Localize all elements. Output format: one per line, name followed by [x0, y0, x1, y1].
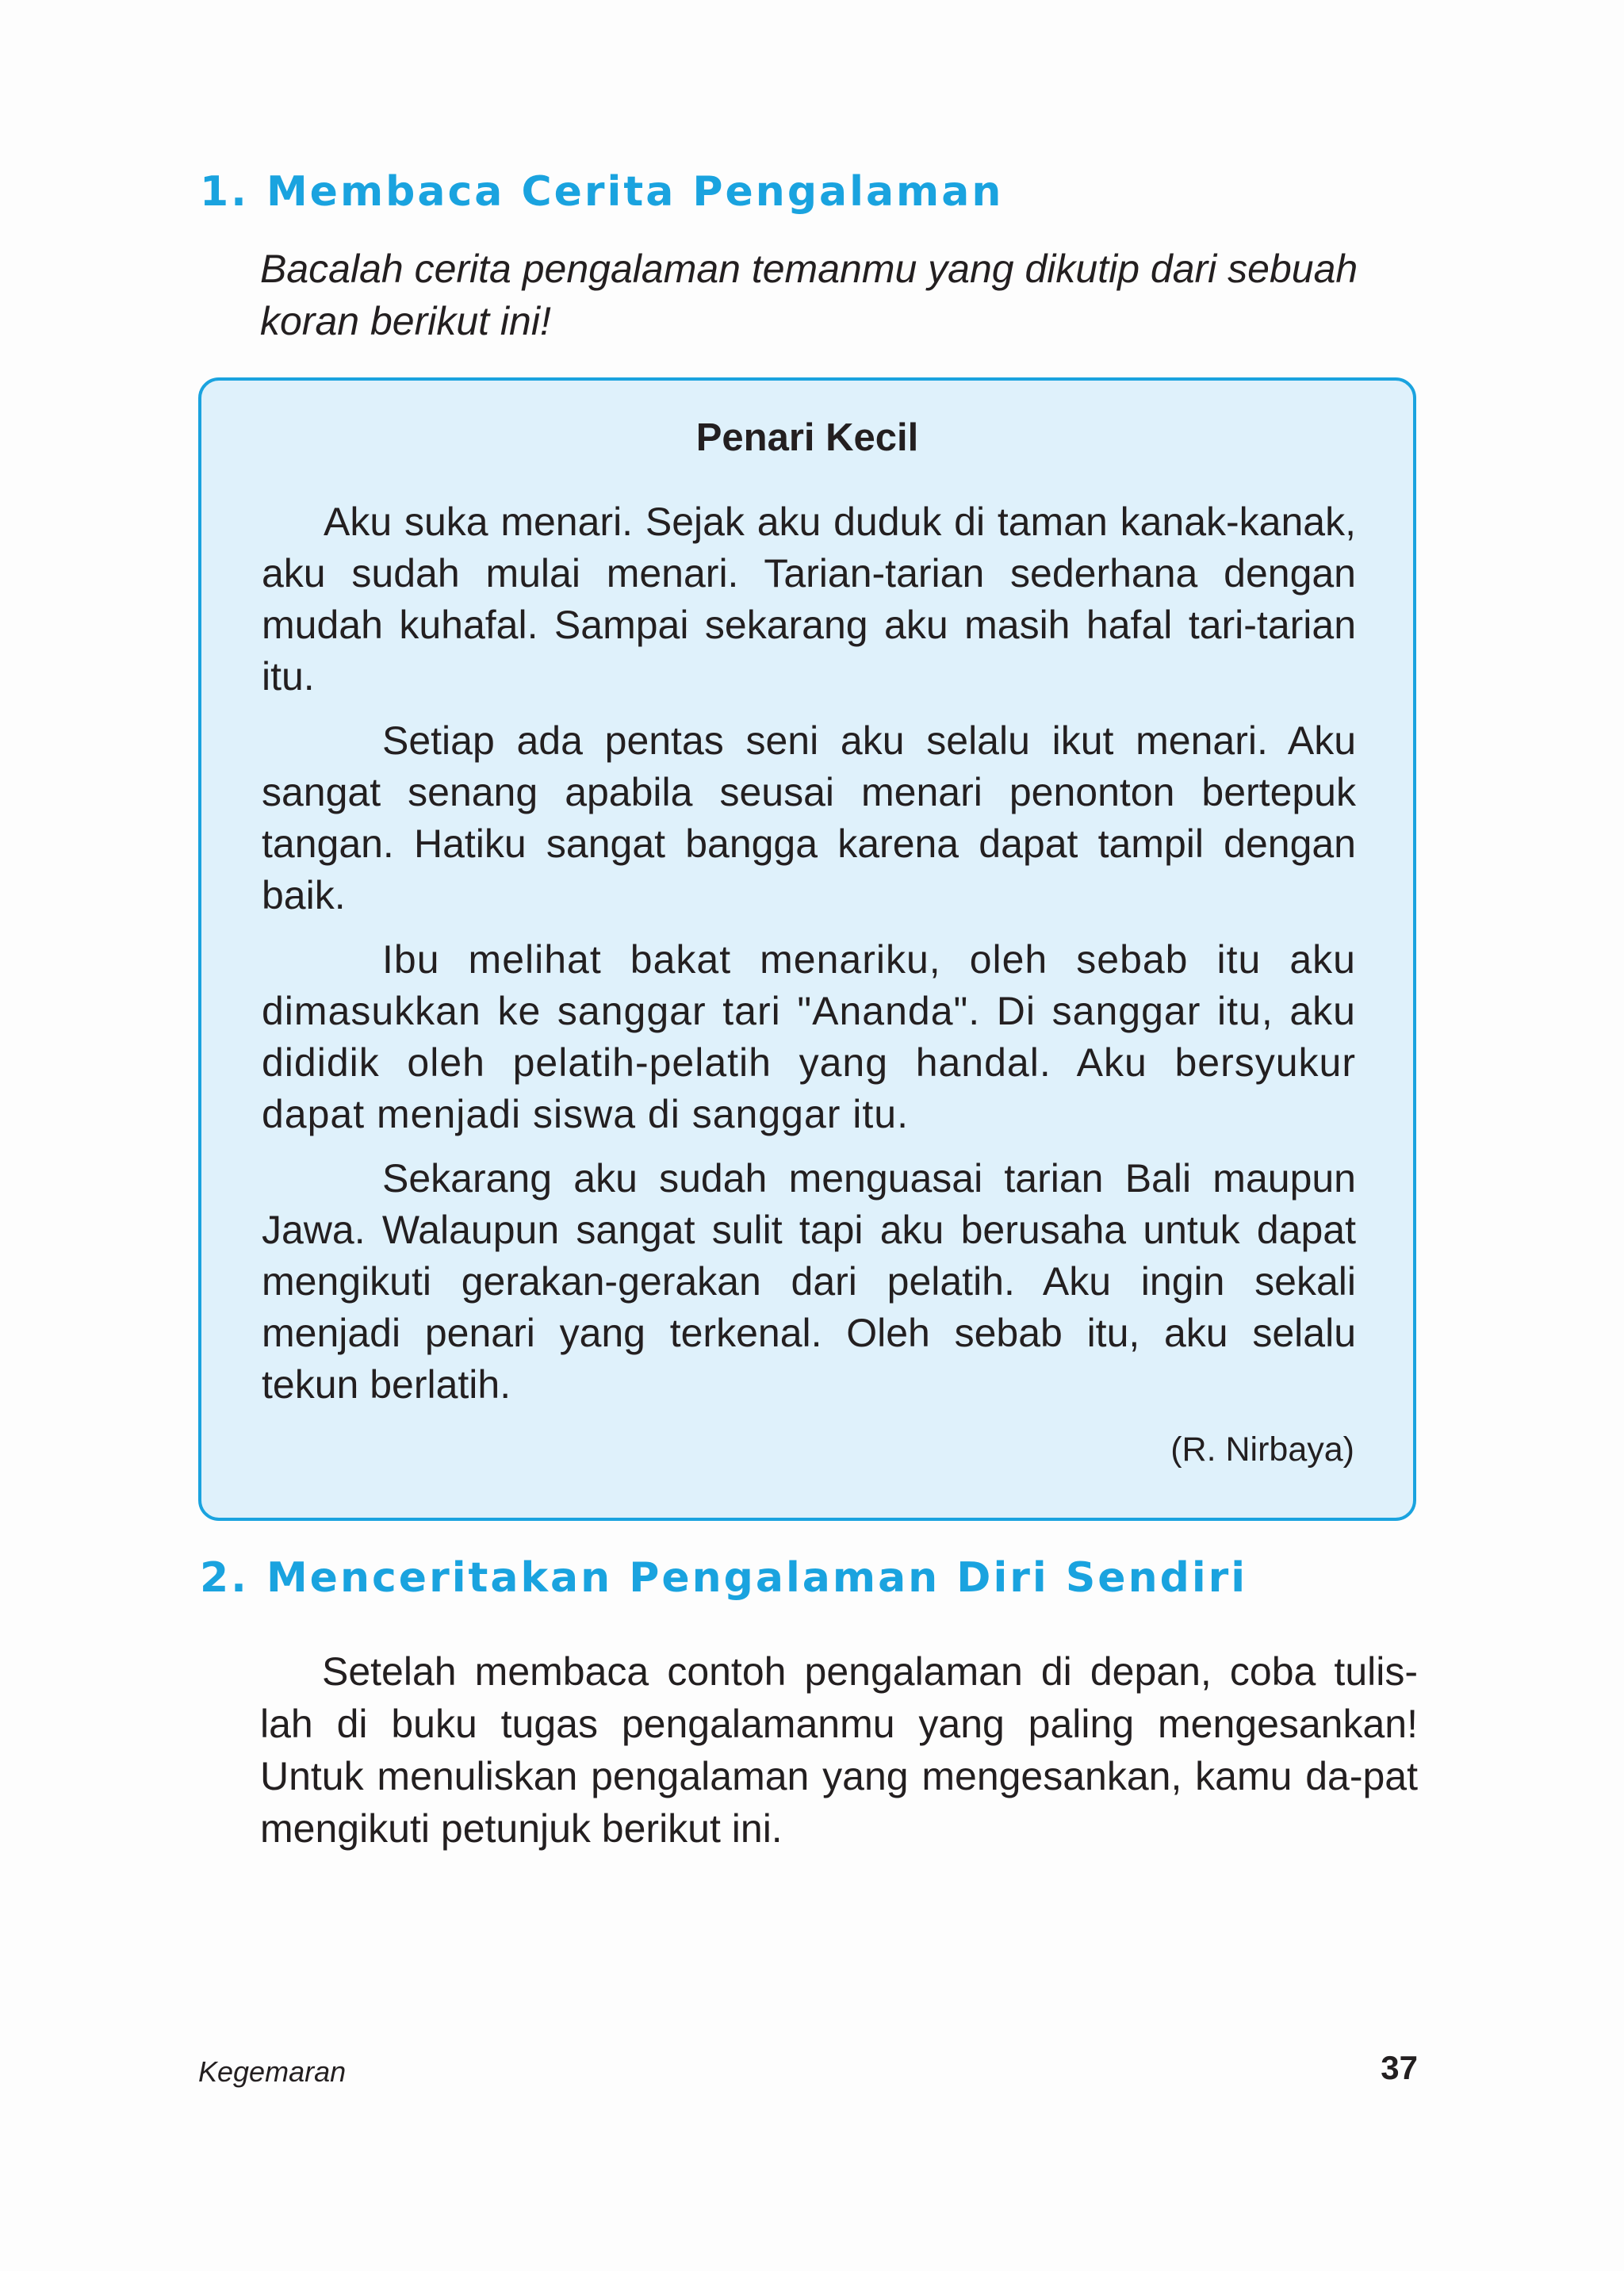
- story-paragraph-3: Ibu melihat bakat menariku, oleh sebab itu aku dimasukkan ke sanggar tari "Ananda". Di sanggar itu, aku dididik oleh pelatih-pelatih yang handal. Aku bersyukur dapat menjadi siswa di sanggar itu.: [262, 937, 1356, 1136]
- page-number: 37: [1381, 2049, 1418, 2086]
- story-author: (R. Nirbaya): [1170, 1430, 1354, 1469]
- section-2-heading: [200, 1554, 1247, 1602]
- section-2-body: Setelah membaca contoh pengalaman di depan, coba tulis-lah di buku tugas pengalamanmu yang paling mengesankan! Untuk menuliskan pengalaman yang mengesankan, kamu da-pat mengikuti petunjuk berikut ini.: [260, 1649, 1418, 1851]
- story-paragraph-4: Sekarang aku sudah menguasai tarian Bali maupun Jawa. Walaupun sangat sulit tapi aku berusaha untuk dapat mengikuti gerakan-gerakan dari pelatih. Aku ingin sekali menjadi penari yang terkenal. Oleh sebab itu, aku selalu tekun berlatih.: [262, 1156, 1356, 1407]
- section-1-number: 1.: [200, 168, 249, 216]
- story-paragraph-2: Setiap ada pentas seni aku selalu ikut menari. Aku sangat senang apabila seusai menari penonton bertepuk tangan. Hatiku sangat bangga karena dapat tampil dengan baik.: [262, 718, 1356, 917]
- story-title: Penari Kecil: [695, 416, 919, 459]
- story-box: [198, 377, 1416, 1521]
- section-2-title: Menceritakan Pengalaman Diri Sendiri: [266, 1554, 1248, 1602]
- section-1-heading: [200, 168, 1003, 216]
- story-paragraph-1: Aku suka menari. Sejak aku duduk di taman kanak-kanak, aku sudah mulai menari. Tarian-tarian sederhana dengan mudah kuhafal. Sampai sekarang aku masih hafal tari-tarian itu.: [262, 500, 1356, 699]
- section-1-instruction: Bacalah cerita pengalaman temanmu yang dikutip dari sebuah koran berikut ini!: [260, 247, 1358, 343]
- section-1-title: Membaca Cerita Pengalaman: [266, 168, 1004, 216]
- section-2-number: 2.: [200, 1554, 249, 1602]
- footer-chapter-name: Kegemaran: [198, 2055, 347, 2088]
